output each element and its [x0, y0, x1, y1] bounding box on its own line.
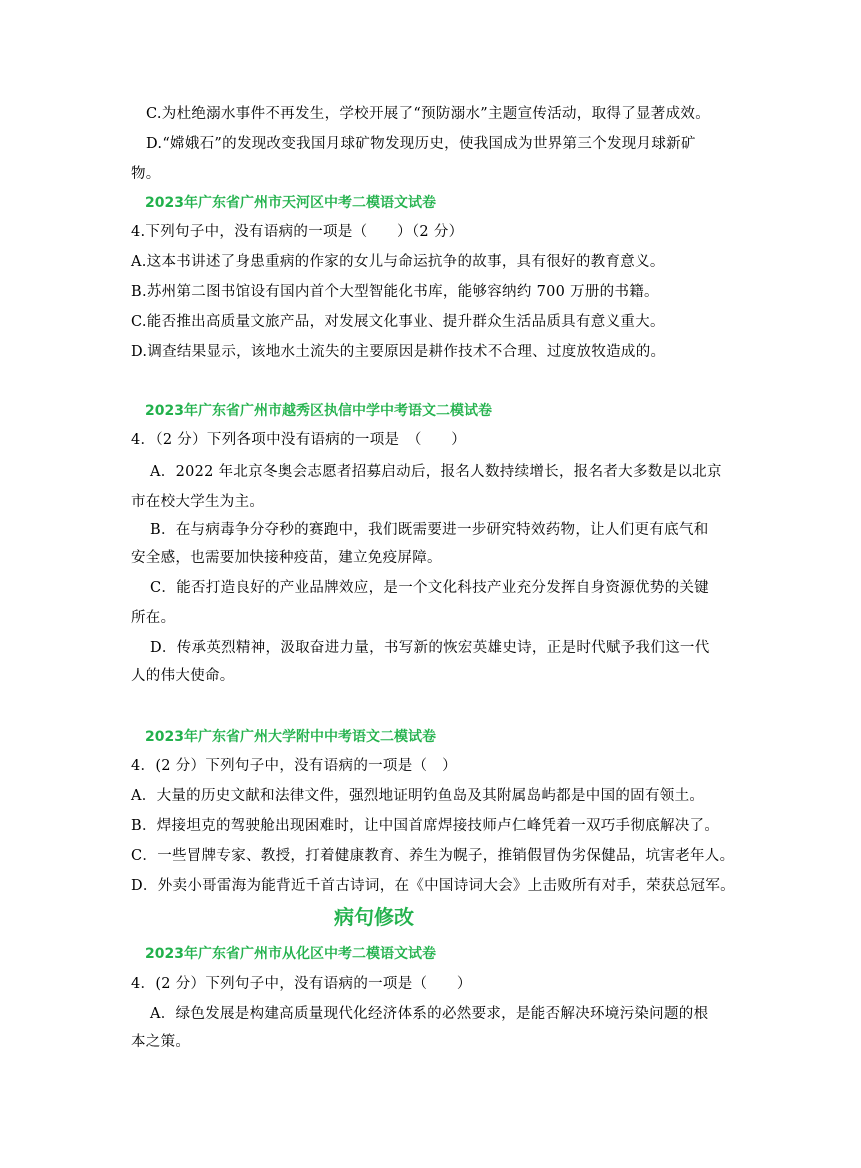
option-b: B.苏州第二图书馆设有国内首个大型智能化书库，能够容纳约 700 万册的书籍。 — [131, 284, 659, 300]
option-a: A．绿色发展是构建高质量现代化经济体系的必然要求，是能否解决环境污染问题的根 — [150, 1006, 709, 1022]
exam-heading-conghua: 2023年广东省广州市从化区中考二模语文试卷 — [145, 946, 436, 962]
option-c-text: C.为杜绝溺水事件不再发生，学校开展了“预防溺水”主题宣传活动，取得了显著成效。 — [146, 106, 711, 122]
question-stem: 4．(2 分）下列句子中，没有语病的一项是（ ） — [131, 976, 472, 992]
option-c: C.能否推出高质量文旅产品，对发展文化事业、提升群众生活品质具有意义重大。 — [131, 314, 665, 330]
option-c: C．能否打造良好的产业品牌效应，是一个文化科技产业充分发挥自身资源优势的关键 — [150, 580, 709, 596]
option-d: D．传承英烈精神，汲取奋进力量，书写新的恢宏英雄史诗，正是时代赋予我们这一代 — [150, 640, 710, 656]
question-stem: 4．(2 分）下列句子中，没有语病的一项是（ ） — [131, 758, 457, 774]
option-d: D．外卖小哥雷海为能背近千首古诗词，在《中国诗词大会》上击败所有对手，荣获总冠军。 — [131, 878, 735, 894]
question-stem: 4．（2 分）下列各项中没有语病的一项是 （ ） — [131, 432, 467, 448]
option-d-text-cont: 物。 — [131, 166, 161, 182]
option-b: B．焊接坦克的驾驶舱出现困难时，让中国首席焊接技师卢仁峰凭着一双巧手彻底解决了。 — [131, 818, 720, 834]
exam-heading-yuexiu: 2023年广东省广州市越秀区执信中学中考语文二模试卷 — [145, 403, 492, 419]
option-a: A．2022 年北京冬奥会志愿者招募启动后，报名人数持续增长，报名者大多数是以北京 — [150, 464, 722, 480]
option-c-cont: 所在。 — [131, 610, 176, 626]
exam-heading-gzfz: 2023年广东省广州大学附中中考语文二模试卷 — [145, 729, 436, 745]
question-stem: 4.下列句子中，没有语病的一项是（ ）（2 分） — [131, 224, 464, 240]
option-b-cont: 安全感，也需要加快接种疫苗，建立免疫屏障。 — [131, 550, 442, 566]
option-a: A.这本书讲述了身患重病的作家的女儿与命运抗争的故事，具有很好的教育意义。 — [131, 254, 665, 270]
option-c: C．一些冒牌专家、教授，打着健康教育、养生为幌子，推销假冒伪劣保健品，坑害老年人。 — [131, 848, 735, 864]
option-a-cont: 市在校大学生为主。 — [131, 494, 265, 510]
option-d-text: D.“嫦娥石”的发现改变我国月球矿物发现历史，使我国成为世界第三个发现月球新矿 — [146, 136, 696, 152]
option-a-cont: 本之策。 — [131, 1034, 191, 1050]
option-d-cont: 人的伟大使命。 — [131, 668, 235, 684]
exam-heading-tianhe: 2023年广东省广州市天河区中考二模语文试卷 — [145, 195, 436, 211]
option-b: B．在与病毒争分夺秒的赛跑中，我们既需要进一步研究特效药物，让人们更有底气和 — [150, 522, 709, 538]
section-title: 病句修改 — [334, 905, 414, 929]
option-a: A．大量的历史文献和法律文件，强烈地证明钓鱼岛及其附属岛屿都是中国的固有领土。 — [131, 788, 705, 804]
option-d: D.调查结果显示，该地水土流失的主要原因是耕作技术不合理、过度放牧造成的。 — [131, 344, 666, 360]
